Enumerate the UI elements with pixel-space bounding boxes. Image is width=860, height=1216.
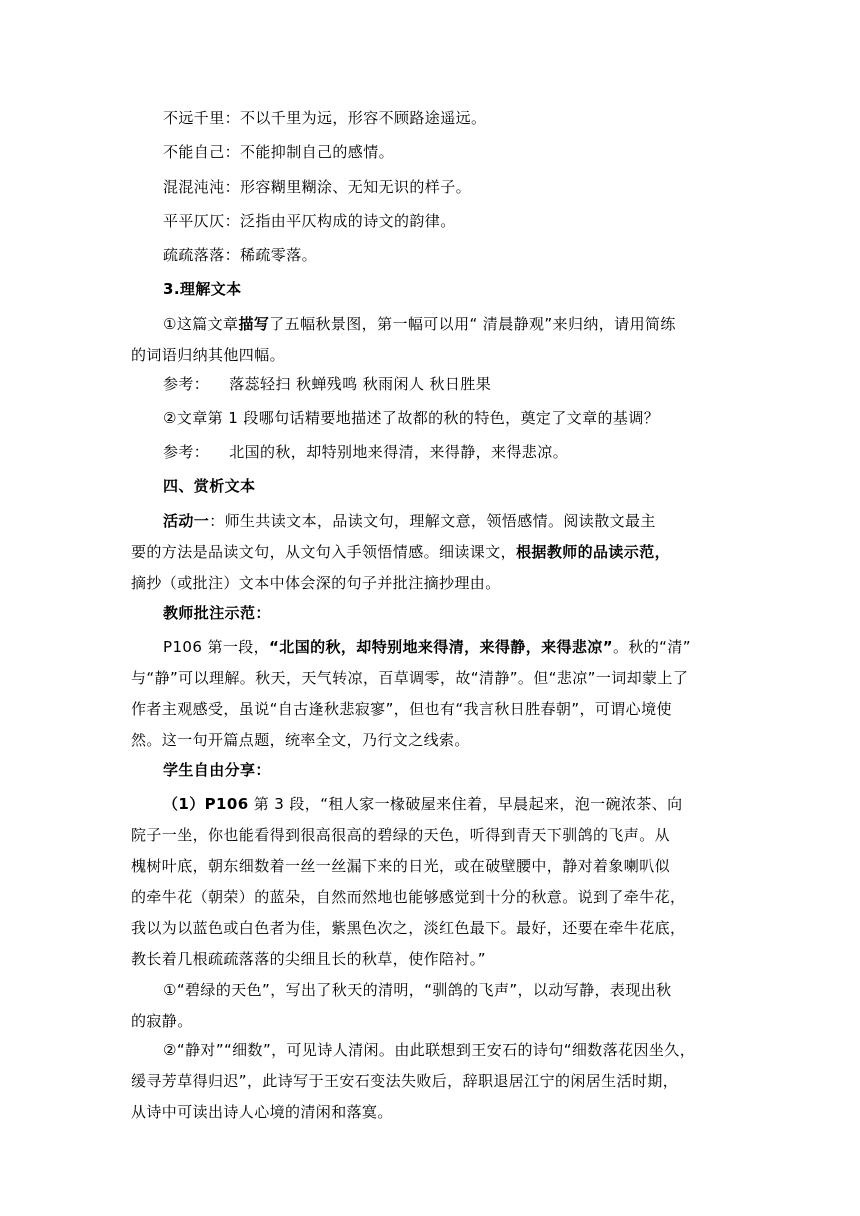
definition-term: 疏疏落落 (163, 246, 225, 264)
definition-1 (131, 103, 729, 134)
definition-term: 平平仄仄 (163, 212, 225, 230)
reference-answer: 落蕊轻扫 秋蝉残鸣 秋雨闲人 秋日胜果 (229, 375, 492, 393)
analysis-note-2 (131, 1035, 729, 1128)
q1-line2: 的词语归纳其他四幅。 (131, 346, 286, 364)
share1-label: （1）P106 (163, 795, 249, 813)
student-heading: 学生自由分享： (163, 761, 271, 779)
q1-bold: 描写 (238, 315, 270, 333)
share1-line3: 槐树叶底，朝东细数着一丝一丝漏下来的日光，或在破壁腰中，静对着象喇叭似 (131, 857, 671, 875)
note2-line1: ②“静对”“细数”，可见诗人清闲。由此联想到王安石的诗句“细数落花因坐久， (163, 1041, 696, 1059)
teacher-note-quote: “北国的秋，却特别地来得清，来得静，来得悲凉” (269, 638, 613, 656)
definition-text: ：泛指由平仄构成的诗文的韵律。 (224, 212, 456, 230)
definition-4 (131, 206, 729, 237)
definition-text: ：稀疏零落。 (224, 246, 318, 264)
share1-line5: 我以为以蓝色或白色者为佳，紫黑色次之，淡红色最下。最好，还要在牵牛花底， (131, 919, 686, 937)
definition-5 (131, 240, 729, 271)
reference-answer: 北国的秋，却特别地来得清，来得静，来得悲凉。 (229, 443, 569, 461)
activity-line2-bold: 根据教师的品读示范， (516, 543, 671, 561)
definition-3 (131, 172, 729, 203)
note1-line2: 的寂静。 (131, 1012, 193, 1030)
teacher-note-line4: 然。这一句开篇点题，统率全文，乃行文之线索。 (131, 731, 470, 749)
teacher-heading: 教师批注示范： (163, 604, 271, 622)
share1-line1: 第 3 段，“租人家一椽破屋来住着，早晨起来，泡一碗浓茶、向 (248, 795, 683, 813)
teacher-note-line2: 与“静”可以理解。秋天，天气转凉，百草调零，故“清静”。但“悲凉”一词却蒙上了 (131, 669, 689, 687)
definition-term: 不远千里 (163, 109, 225, 127)
definition-text: ：不以千里为远，形容不顾路途遥远。 (224, 109, 487, 127)
definition-text: ：不能抑制自己的感情。 (224, 143, 395, 161)
teacher-note-line3: 作者主观感受，虽说“自古逢秋悲寂寥”，但也有“我言秋日胜春朝”，可谓心境使 (131, 700, 672, 718)
analysis-note-1 (131, 975, 729, 1037)
q1-rest: 了五幅秋景图，第一幅可以用“ 清晨静观”来归纳，请用简练 (269, 315, 676, 333)
definition-2 (131, 137, 729, 168)
teacher-note-line1a: P106 第一段， (163, 638, 270, 656)
note2-line3: 从诗中可读出诗人心境的清闲和落寞。 (131, 1103, 393, 1121)
activity-label: 活动一 (163, 512, 210, 530)
definition-term: 不能自己 (163, 143, 225, 161)
activity-one (131, 506, 729, 599)
teacher-note-line1b: 。秋的“清” (612, 638, 691, 656)
definition-text: ：形容糊里糊涂、无知无识的样子。 (224, 178, 472, 196)
note1-line1: ①“碧绿的天色”，写出了秋天的清明，“驯鸽的飞声”，以动写静，表现出秋 (163, 981, 672, 999)
teacher-note (131, 632, 729, 756)
section-heading-3: 3.理解文本 (163, 280, 242, 298)
student-share-1 (131, 789, 729, 975)
activity-line1: ：师生共读文本，品读文句，理解文意，领悟感情。阅读散文最主 (209, 512, 656, 530)
reference-label: 参考： (163, 375, 210, 393)
reference-1 (131, 369, 729, 400)
question-1 (131, 309, 729, 371)
share1-line2: 院子一坐，你也能看得到很高很高的碧绿的天色，听得到青天下驯鸽的飞声。从 (131, 826, 671, 844)
activity-line2a: 要的方法是品读文句，从文句入手领悟情感。细读课文， (131, 543, 517, 561)
reference-label: 参考： (163, 443, 210, 461)
definition-term: 混混沌沌 (163, 178, 225, 196)
share1-line6: 教长着几根疏疏落落的尖细且长的秋草，使作陪衬。” (131, 950, 486, 968)
activity-line3: 摘抄（或批注）文本中体会深的句子并批注摘抄理由。 (131, 574, 501, 592)
note2-line2: 缓寻芳草得归迟”，此诗写于王安石变法失败后，辞职退居江宁的闲居生活时期， (131, 1072, 679, 1090)
share1-line4: 的牵牛花（朝荣）的蓝朵，自然而然地也能够感觉到十分的秋意。说到了牵牛花， (131, 888, 686, 906)
question-2: ②文章第 1 段哪句话精要地描述了故都的秋的特色，奠定了文章的基调？ (163, 409, 660, 427)
reference-2 (131, 437, 729, 468)
section-heading-4: 四、赏析文本 (163, 477, 256, 495)
q1-prefix: ①这篇文章 (163, 315, 239, 333)
